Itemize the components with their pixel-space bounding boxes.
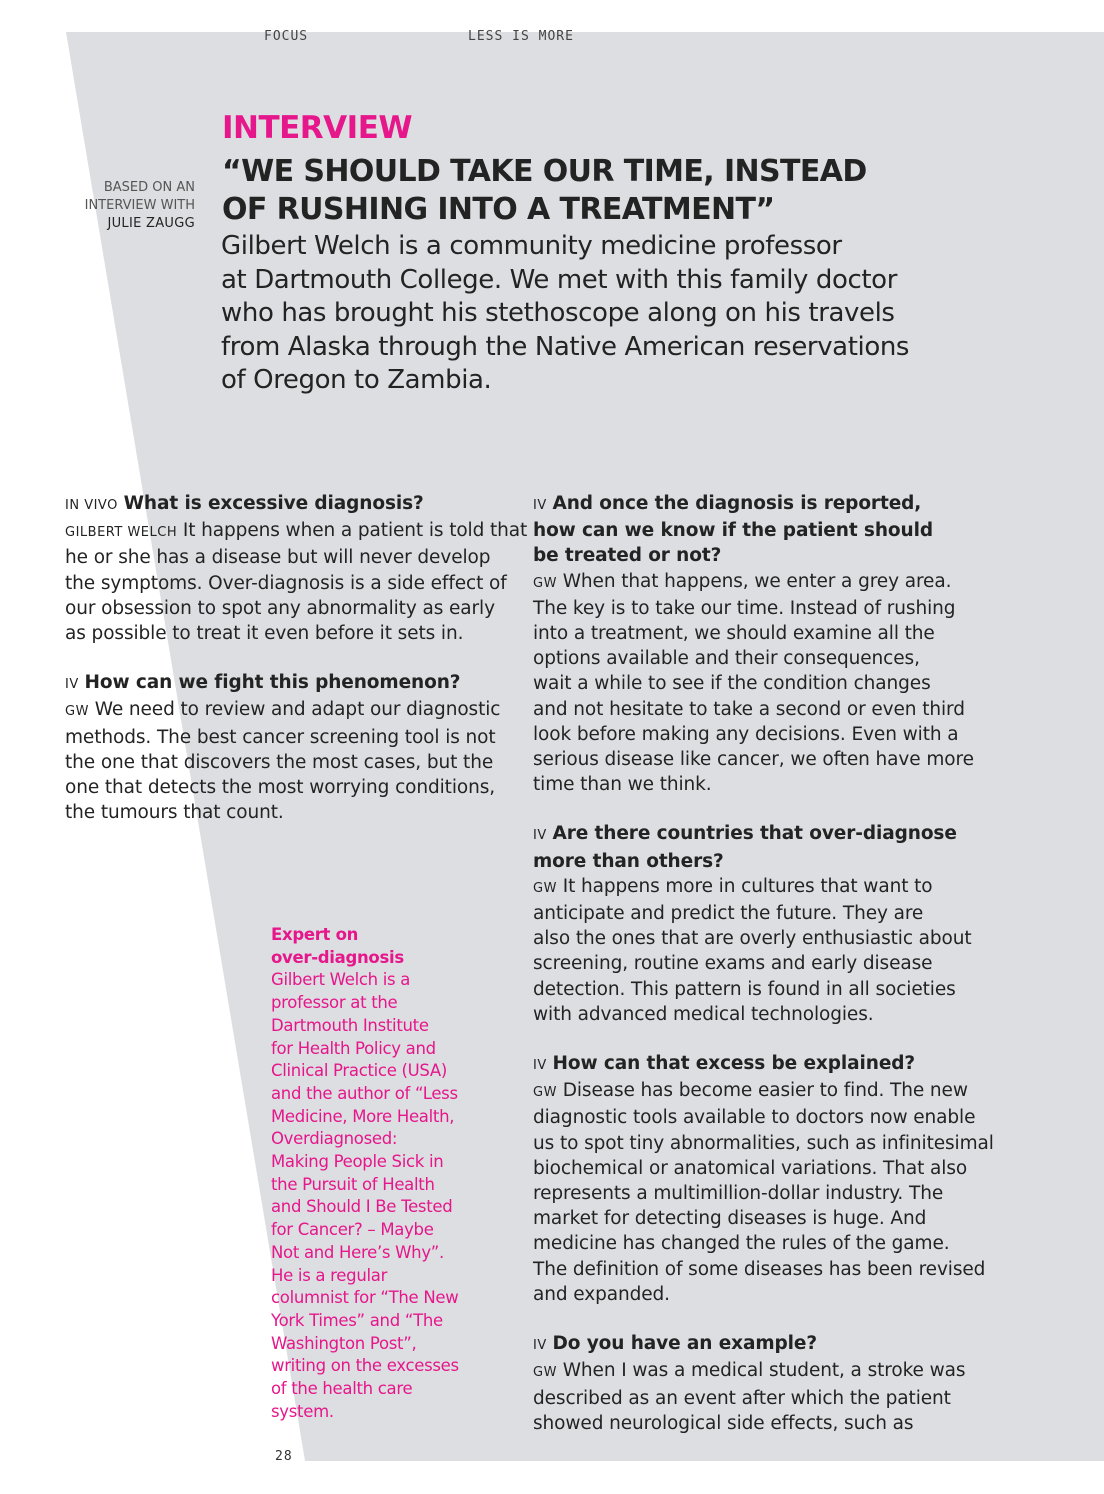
byline-line: INTERVIEW WITH [84,198,195,213]
question [65,670,515,697]
intro-line: from Alaska through the Native American reservations [221,331,910,362]
answer-speaker: GW [533,1085,557,1101]
question [533,491,983,518]
answer-line: he or she has a disease but will never develop [65,547,491,569]
sidebar-line: and Should I Be Tested [271,1197,453,1217]
question-line: What is excessive diagnosis? [123,493,424,514]
sidebar-line: Washington Post”, [271,1333,417,1353]
answer-line: market for detecting diseases is huge. And [533,1208,927,1230]
expert-sidebar [271,924,471,1423]
sidebar-line: Dartmouth Institute [271,1015,429,1035]
intro-line: at Dartmouth College. We met with this family doctor [221,264,897,295]
page-number: 28 [275,1449,293,1464]
sidebar-line: for Cancer? – Maybe [271,1220,434,1240]
question-line: How can we fight this phenomenon? [84,672,461,694]
sidebar-line: and the author of “Less [271,1083,458,1103]
answer-line: with advanced medical technologies. [533,1003,874,1025]
question-speaker: IN VIVO [65,498,118,513]
answer-line: serious disease like cancer, we often have more [533,749,974,771]
answer-line: The definition of some diseases has been revised [533,1258,986,1280]
answer-line: screening, routine exams and early disease [533,953,933,975]
left-column [65,491,528,849]
sidebar-title: Expert on [271,925,359,944]
question-line: Do you have an example? [552,1333,818,1355]
answer-line: biochemical or anatomical variations. That also [533,1157,968,1179]
qa-block [65,670,515,825]
answer-speaker: GILBERT WELCH [65,525,178,541]
running-header-theme: LESS IS MORE [468,29,574,44]
qa-block [533,491,983,797]
answer-line: the tumours that count. [65,802,284,824]
sidebar-line: of the health care [271,1379,413,1399]
answer-line [533,569,983,596]
answer-text: When that happens, we enter a grey area. [562,570,952,592]
question-line: more than others? [533,850,724,872]
question-line: how can we know if the patient should [533,520,933,542]
answer-line: time than we think. [533,774,712,796]
answer-line: also the ones that are overly enthusiastic about [533,928,972,950]
sidebar-line: York Times” and “The [271,1310,443,1330]
answer-line: as possible to treat it even before it sets in. [65,623,464,645]
answer-text: Disease has become easier to find. The new [562,1080,968,1102]
question-line: And once the diagnosis is reported, [552,493,922,514]
answer-line: into a treatment, we should examine all the [533,623,935,645]
question-speaker: IV [533,1058,547,1074]
answer-line: the one that discovers the most cases, but the [65,751,494,773]
answer-line: represents a multimillion-dollar industry. The [533,1183,944,1205]
headline [222,153,882,229]
answer-line: one that detects the most worrying conditions, [65,777,496,799]
answer-line: look before making any decisions. Even with a [533,723,959,745]
answer-line: and not hesitate to take a second or even third [533,698,965,720]
answer-line: and expanded. [533,1283,670,1305]
sidebar-line: professor at the [271,993,398,1013]
answer-line: us to spot tiny abnormalities, such as infinitesimal [533,1132,994,1154]
question-speaker: IV [533,1338,547,1354]
question [533,821,983,848]
sidebar-line: the Pursuit of Health [271,1174,435,1194]
answer-speaker: GW [533,880,557,896]
headline-line: “WE SHOULD TAKE OUR TIME, INSTEAD [222,154,867,189]
headline-line: OF RUSHING INTO A TREATMENT” [222,192,775,227]
answer-line [533,874,983,901]
sidebar-line: writing on the excesses [271,1356,459,1376]
question-speaker: IV [533,498,547,513]
sidebar-line: Clinical Practice (USA) [271,1061,448,1081]
answer-line [533,1078,983,1105]
answer-line: anticipate and predict the future. They are [533,903,924,925]
answer-line: our obsession to spot any abnormality as early [65,597,495,619]
sidebar-line: system. [271,1401,334,1421]
answer-line: methods. The best cancer screening tool is not [65,726,496,748]
question [533,1331,983,1358]
byline [40,179,195,233]
running-header-section: FOCUS [264,29,309,44]
question-line: How can that excess be explained? [552,1053,916,1075]
answer-speaker: GW [65,704,89,720]
sidebar-line: Not and Here’s Why”. [271,1242,444,1262]
question [533,1051,983,1078]
question-speaker: IV [65,677,79,693]
answer-line: detection. This pattern is found in all societies [533,978,956,1000]
intro-line: of Oregon to Zambia. [221,365,492,396]
question [65,491,515,518]
article-label: INTERVIEW [222,110,413,146]
sidebar-line: for Health Policy and [271,1038,436,1058]
byline-line: BASED ON AN [103,180,195,195]
answer-line: the symptoms. Over-diagnosis is a side effect of [65,572,507,594]
intro-paragraph [221,230,941,398]
answer-line: medicine has changed the rules of the game. [533,1233,950,1255]
sidebar-line: Medicine, More Health, [271,1106,455,1126]
intro-line: who has brought his stethoscope along on his travels [221,298,895,329]
qa-block [65,491,528,646]
right-column [533,491,994,1460]
sidebar-line: columnist for “The New [271,1288,459,1308]
sidebar-title: over-diagnosis [271,947,404,967]
answer-text: It happens more in cultures that want to [562,875,933,897]
intro-line: Gilbert Welch is a community medicine professor [221,231,842,261]
qa-block [533,1331,983,1436]
sidebar-line: Gilbert Welch is a [271,970,411,990]
qa-block [533,1051,994,1307]
qa-block [533,821,983,1027]
answer-speaker: GW [533,575,557,591]
question-line: Are there countries that over-diagnose [552,823,957,845]
byline-author: JULIE ZAUGG [107,216,195,231]
sidebar-line: Making People Sick in [271,1152,444,1172]
answer-line [65,518,528,545]
answer-line [65,697,515,724]
answer-line: The key is to take our time. Instead of rushing [533,597,956,619]
answer-line: options available and their consequences, [533,648,920,670]
answer-line: showed neurological side effects, such as [533,1412,914,1434]
answer-line: wait a while to see if the condition changes [533,673,931,695]
answer-speaker: GW [533,1365,557,1381]
answer-text: When I was a medical student, a stroke was [562,1360,966,1382]
answer-text: It happens when a patient is told that [182,520,528,542]
question-speaker: IV [533,828,547,844]
sidebar-line: Overdiagnosed: [271,1129,398,1149]
answer-text: We need to review and adapt our diagnostic [94,699,501,721]
answer-line [533,1358,983,1385]
answer-line: described as an event after which the patient [533,1387,951,1409]
sidebar-line: He is a regular [271,1265,388,1285]
answer-line: diagnostic tools available to doctors now enable [533,1107,976,1129]
question-line: be treated or not? [533,545,722,567]
